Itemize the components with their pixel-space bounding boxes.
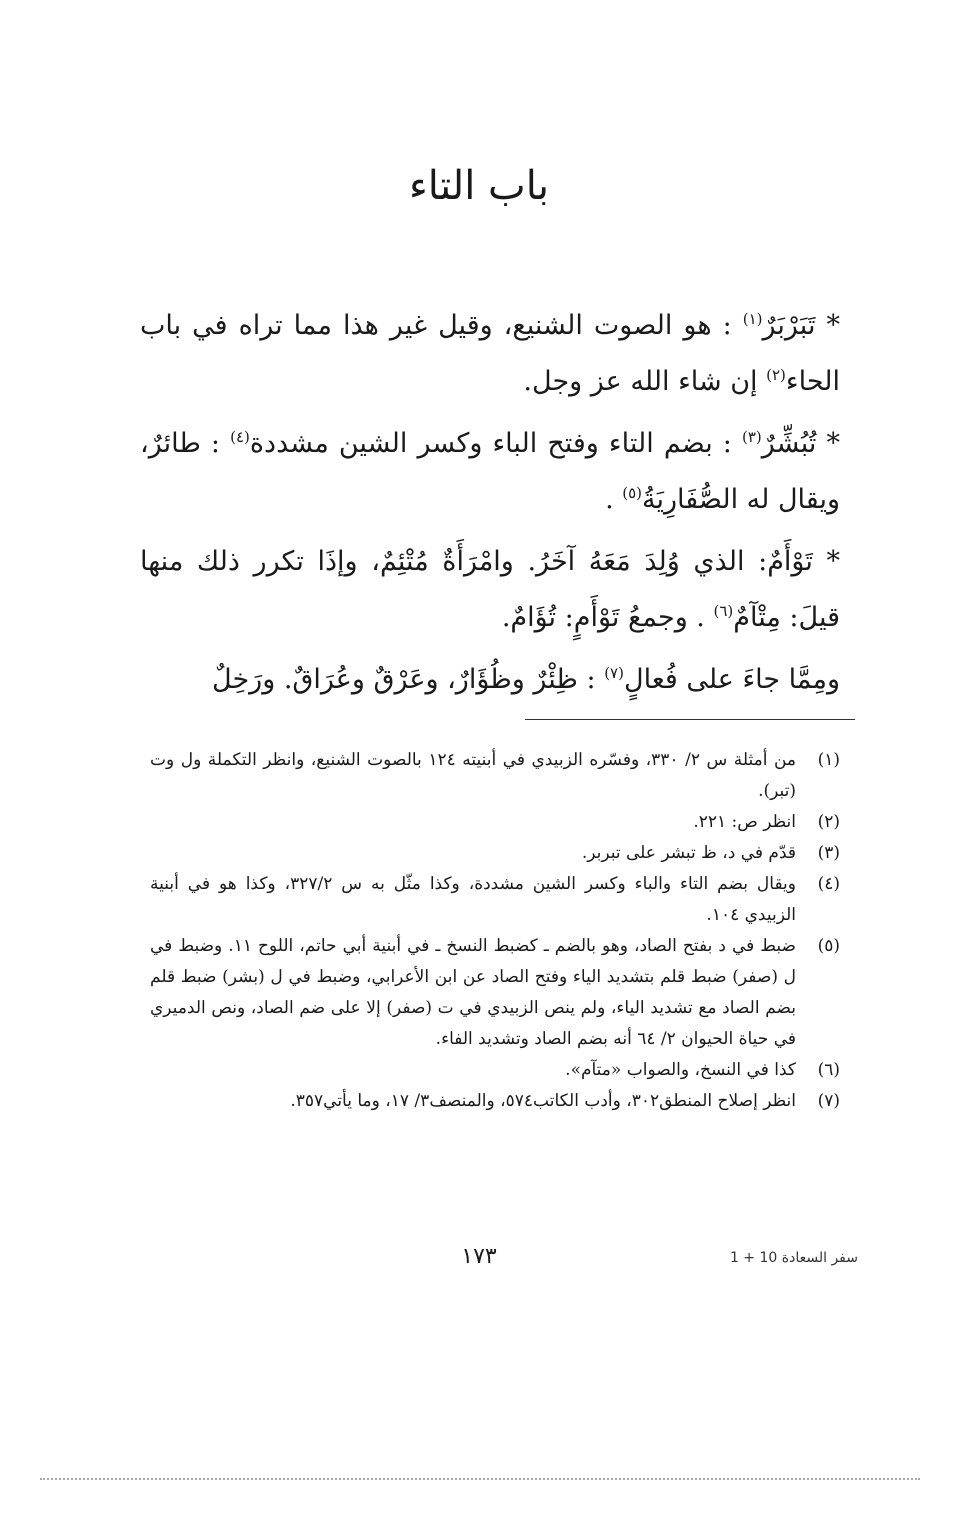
scan-edge-dots: [40, 1478, 920, 1480]
footnote-divider: [525, 719, 855, 720]
entry-tubushshir: [140, 416, 840, 528]
footnote-ref[interactable]: (٥): [622, 484, 643, 502]
footnote-number: (١): [817, 750, 840, 770]
entry-headword: * تَوْأَمٌ: [767, 546, 840, 577]
footnote-number: (٣): [817, 843, 840, 863]
entry-tabarbur: [140, 298, 840, 410]
footnote-text: انظر ص: ٢٢١.: [693, 812, 796, 832]
entry-headword: * تُبُشِّرٌ: [761, 428, 840, 459]
footnote-ref[interactable]: (٧): [604, 664, 624, 682]
chapter-title: باب التاء: [408, 163, 550, 209]
footnote-text: من أمثلة س ٢/ ٣٣٠، وفسّره الزبيدي في أبنيته ١٢٤ بالصوت الشنيع، وانظر التكملة ول وت (تبر).: [150, 750, 796, 801]
printer-mark: سفر السعادة 10 + 1: [729, 1250, 858, 1266]
footnote: [150, 869, 840, 931]
footnote-text: كذا في النسخ، والصواب «متآم».: [565, 1060, 796, 1080]
footnotes-list: [150, 745, 840, 1117]
footnote: [150, 1055, 840, 1086]
footnote: [150, 807, 840, 838]
footnote-ref[interactable]: (٦): [713, 602, 734, 620]
footnote: [150, 745, 840, 807]
footnote-ref[interactable]: (١): [742, 310, 763, 328]
footnote-number: (٦): [817, 1060, 840, 1080]
page-footer: [0, 1242, 958, 1272]
footnote-text: قدّم في د، ظ تبشر على تبربر.: [581, 843, 796, 863]
footnote: [150, 1086, 840, 1117]
footnote-number: (٥): [817, 936, 840, 956]
page-number: ١٧٣: [461, 1244, 497, 1269]
entry-text: إن شاء الله عز وجل.: [523, 366, 767, 397]
entry-text: : طائرٌ، ويقال له الصُّفَارِيَةُ: [140, 428, 840, 515]
entry-text: : الذي وُلِدَ مَعَهُ آخَرُ. وامْرَأَةٌ مُتْئِمٌ، وإذَا تكرر ذلك منها قيلَ: مِتْآمٌ: [140, 546, 840, 633]
footnote-text: ضبط في د بفتح الصاد، وهو بالضم ـ كضبط النسخ ـ في أبنية أبي حاتم، اللوح ١١. وضبط في ل (صفر) ضبط قلم بتشديد الياء وفتح الصاد عن ابن الأعرابي، وضبط في ل (بشر) ضبط قلم بضم الصاد مع تشديد الياء، ولم ينص الزبيدي في ت (صفر) إلا على ضم الصاد، ونص الدميري في حياة الحيوان ٢/ ٦٤ أنه بضم الصاد وتشديد الفاء.: [150, 936, 796, 1049]
footnote-ref[interactable]: (٢): [766, 366, 786, 384]
footnote: [150, 931, 840, 1055]
footnote-ref[interactable]: (٤): [230, 428, 250, 446]
footnote: [150, 838, 840, 869]
footnote-ref[interactable]: (٣): [741, 428, 762, 446]
entry-text: : هو الصوت الشنيع، وقيل غير هذا مما تراه في باب الحاء: [140, 310, 840, 397]
entry-text: : ظِئْرٌ وظُؤَارٌ، وعَرْقٌ وعُرَاقٌ. ورَخِلٌ: [212, 664, 605, 695]
footnote-text: انظر إصلاح المنطق٣٠٢، وأدب الكاتب٥٧٤، والمنصف٣/ ١٧، وما يأتي٣٥٧.: [290, 1091, 796, 1111]
footnote-number: (٤): [817, 874, 840, 894]
footnote-text: ويقال بضم التاء والباء وكسر الشين مشددة، وكذا مثّل به س ٣٢٧/٢، وكذا هو في أبنية الزبيدي ١٠٤.: [150, 874, 796, 925]
main-text: [140, 298, 840, 708]
entry-text: .: [605, 484, 623, 515]
entry-fual: [140, 652, 840, 708]
entry-tawam: [140, 534, 840, 646]
entry-text: : بضم التاء وفتح الباء وكسر الشين مشددة: [249, 428, 742, 459]
entry-text: . وجمعُ تَوْأَمٍ: تُؤَامٌ.: [501, 602, 714, 633]
footnote-number: (٢): [817, 812, 840, 832]
footnote-number: (٧): [817, 1091, 840, 1111]
entry-headword: ومِمَّا جاءَ على فُعالٍ: [623, 664, 840, 695]
entry-headword: * تَبَرْبَرٌ: [762, 310, 840, 341]
